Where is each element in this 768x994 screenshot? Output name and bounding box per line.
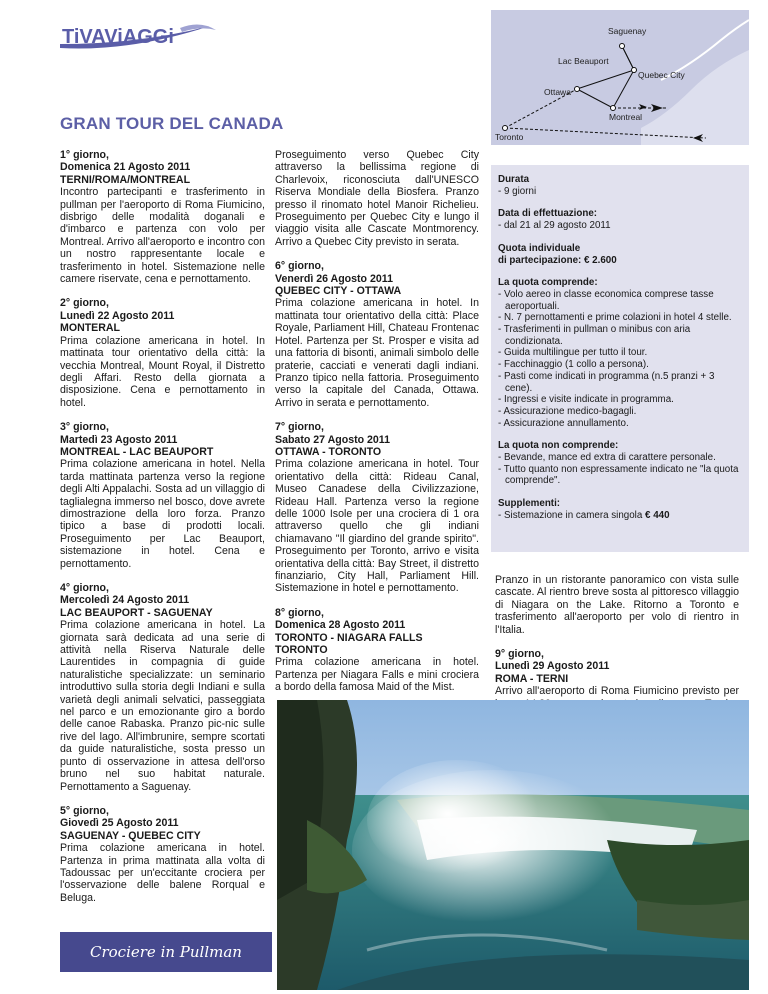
niagara-falls-photo: [277, 700, 749, 990]
included-item: - Trasferimenti in pullman o minibus con aria condizionata.: [498, 324, 691, 347]
included-item: - Facchinaggio (1 collo a persona).: [498, 359, 649, 371]
day-route: MONTERAL: [60, 322, 121, 335]
day-description: Prima colazione americana in hotel. Partenza per Niagara Falls e mini crociera a bordo della famosa Maid of the Mist.: [275, 656, 479, 694]
day-6: [275, 260, 479, 409]
day-description: Prima colazione americana in hotel. Tour orientativo della città: Rideau Canal, Museo Canadese della Civilizzazione, Rideau Hall. Partenza verso la regione delle 1000 Isole per una crociera di 1 ora attraverso quello che gli indiani chiamavano "Il giardino del grande spirito". Proseguimento per Toronto, arrivo e visita orientativa della città: Bay Street, il distretto finanziario, City Hall, Parliament Hill. Sistemazione in hotel e pernottamento.: [275, 458, 479, 595]
day-date: Domenica 21 Agosto 2011: [60, 161, 191, 174]
day-number: 7° giorno,: [275, 421, 324, 434]
day-description: Proseguimento verso Quebec City attraverso la bellissima regione di Charlevoix, riconosciuta dall'UNESCO Riserva Mondiale della Biosfera. Pranzo presso il rinomato hotel Manoir Richelieu. Proseguimento per Quebec City e lungo il viaggio visita alle Cascate Montmorency. Arrivo a Quebec City previsto in serata.: [275, 149, 479, 248]
day-date: Lunedì 22 Agosto 2011: [60, 309, 175, 322]
supplements-price: € 440: [645, 509, 670, 521]
day-route: LAC BEAUPORT - SAGUENAY: [60, 606, 213, 619]
day-description: Prima colazione americana in hotel. La giornata sarà dedicata ad una serie di attività nella Riserva Naturale delle Laurentides in compagnia di guide naturalistiche specializzate: un seminario introduttivo sulla storia degli Indiani e sulla varietà degli animali selvatici, passeggiata nel parco e un emozionante giro a bordo delle canoe Rabaska. Pranzo pic-nic sulle rive del lago. All'imbrunire, sempre scortati da guide naturalistiche, sosta presso un punto di osservazione in attesa dell'orso bruno nel suo habitat naturale. Pernottamento a Saguenay.: [60, 619, 265, 793]
day-route: QUEBEC CITY - OTTAWA: [275, 285, 402, 298]
map-label-toronto: Toronto: [495, 132, 524, 142]
day-route: TORONTO - NIAGARA FALLS: [275, 631, 423, 644]
map-label-lac-beauport: Lac Beauport: [558, 56, 609, 66]
day-number: 6° giorno,: [275, 260, 324, 273]
page-title: GRAN TOUR DEL CANADA: [60, 114, 284, 133]
map-label-saguenay: Saguenay: [608, 26, 647, 36]
included-item: - Guida multilingue per tutto il tour.: [498, 347, 648, 359]
day-2: [60, 297, 265, 409]
day-number: 4° giorno,: [60, 582, 109, 594]
price-section: [498, 243, 741, 266]
included-section: [498, 277, 741, 429]
price-value: di partecipazione: € 2.600: [498, 254, 617, 266]
footer-banner: [60, 932, 272, 972]
day-8: [275, 607, 479, 694]
day-7: [275, 421, 479, 595]
day-1: [60, 149, 265, 285]
itinerary-column-3: [495, 574, 739, 720]
not-included-item: - Bevande, mance ed extra di carattere personale.: [498, 452, 716, 464]
duration-heading: Durata: [498, 174, 530, 185]
day-route-2: TORONTO: [275, 644, 328, 657]
day-description: Prima colazione americana in hotel. In mattinata tour orientativo della città: Place Royale, Parliament Hill, Chateau Frontenac Hotel. Partenza per St. Prosper e visita ad una fattoria di bisonti, animali simbolo delle praterie, cacciati e venerati dagli indiani. Pranzo tipico nella fattoria. Proseguimento verso la capitale del Canada, Ottawa. Arrivo in serata e pernottamento.: [275, 297, 479, 409]
included-heading: La quota comprende:: [498, 277, 598, 289]
day-date: Venerdì 26 Agosto 2011: [275, 272, 393, 285]
not-included-heading: La quota non comprende:: [498, 440, 619, 452]
price-heading: Quota individuale: [498, 242, 581, 254]
map-label-ottawa: Ottawa: [544, 87, 571, 97]
itinerary-column-1: [60, 149, 265, 914]
map-label-montreal: Montreal: [609, 112, 643, 122]
duration-section: [498, 174, 741, 197]
info-sidebar: [491, 165, 749, 552]
day-description: Arrivo all'aeroporto di Roma Fiumicino previsto per: [495, 685, 739, 698]
day-date: Mercoledì 24 Agosto 2011: [60, 594, 190, 607]
dates-heading: Data di effettuazione:: [498, 208, 598, 220]
day-number: 2° giorno,: [60, 297, 109, 310]
day-route: OTTAWA - TORONTO: [275, 445, 382, 458]
day-description: Prima colazione americana in hotel. In mattinata tour orientativo della città: la vecchia Montreal, Mount Royal, il Distretto degli Affari. Resto della giornata a disposizione. Cena e pernottamento in hotel.: [60, 334, 265, 409]
not-included-section: [498, 440, 741, 487]
included-item: - Assicurazione medico-bagagli.: [498, 405, 637, 417]
day-number: 1° giorno,: [60, 149, 109, 161]
included-item: - N. 7 pernottamenti e prime colazioni in hotel 4 stelle.: [498, 312, 732, 324]
duration-value: - 9 giorni: [498, 185, 537, 197]
day-5: [60, 805, 265, 904]
day-route: TERNI/ROMA/MONTREAL: [60, 173, 191, 186]
included-item: - Assicurazione annullamento.: [498, 417, 629, 429]
day-number: 3° giorno,: [60, 421, 109, 434]
day-3: [60, 421, 265, 570]
day-date: Lunedì 29 Agosto 2011: [495, 660, 610, 673]
day-description: Prima colazione americana in hotel. Partenza in prima mattinata alla volta di Tadoussac per un'eccitante crociera per l'osservazione delle balene Rorqual e Beluga.: [60, 842, 265, 904]
day-date: Martedì 23 Agosto 2011: [60, 433, 178, 446]
dates-value: - dal 21 al 29 agosto 2011: [498, 220, 611, 232]
supplements-label: - Sistemazione in camera singola: [498, 509, 643, 521]
brand-logo: [60, 22, 216, 52]
day-date: Giovedì 25 Agosto 2011: [60, 817, 179, 830]
included-item: - Volo aereo in classe economica comprese tasse aeroportuali.: [498, 288, 714, 312]
day-route: ROMA - TERNI: [495, 672, 569, 685]
included-item: - Pasti come indicati in programma (n.5 pranzi + 3 cene).: [498, 370, 715, 394]
dates-section: [498, 208, 741, 231]
supplements-item: [498, 510, 741, 522]
map-label-quebec-city: Quebec City: [638, 70, 685, 80]
day-date: Domenica 28 Agosto 2011: [275, 619, 406, 632]
day-description: Prima colazione americana in hotel. Nella tarda mattinata partenza verso la regione degli Alti Appalachi. Sosta ad un villaggio di taglialegna immerso nel bosco, dove avrete dimostrazione della loro forza. Pranzo tipico a base di prodotti locali. Proseguimento per Lac Beauport, sistemazione in hotel. Cena e pernottamento.: [60, 458, 265, 570]
itinerary-column-2: [275, 149, 479, 704]
day-date: Sabato 27 Agosto 2011: [275, 433, 391, 446]
supplements-heading: Supplementi:: [498, 498, 561, 510]
day-route: SAGUENAY - QUEBEC CITY: [60, 829, 201, 842]
day-number: 8° giorno,: [275, 606, 324, 619]
supplements-section: [498, 498, 741, 521]
day-5-continued: [275, 149, 479, 248]
not-included-item: - Tutto quanto non espressamente indicato ne "la quota comprende".: [498, 463, 739, 487]
day-description: Incontro partecipanti e trasferimento in pullman per l'aeroporto di Roma Fiumicino, disbrigo delle modalità doganali e d'imbarco e partenza con volo per Montreal. Arrivo all'aeroporto e incontro con un nostro rappresentante locale e trasferimento in hotel. Sistemazione nelle camere riservate, cena e pernottamento.: [60, 186, 265, 286]
logo-text: TiVAViAGGi: [62, 26, 174, 48]
day-description: Pranzo in un ristorante panoramico con vista sulle cascate. Al rientro breve sosta al pittoresco villaggio di Niagara on the Lake. Ritorno a Toronto e trasferimento all'aeroporto per volo di rientro in l'Italia.: [495, 574, 739, 636]
included-item: - Ingressi e visite indicate in programma.: [498, 394, 674, 406]
day-route: MONTREAL - LAC BEAUPORT: [60, 445, 214, 458]
route-map: [491, 10, 749, 145]
day-number: 9° giorno,: [495, 648, 544, 661]
day-8-continued: [495, 574, 739, 636]
day-number: 5° giorno,: [60, 804, 109, 817]
day-4: [60, 582, 265, 793]
banner-text: Crociere in Pullman: [90, 943, 242, 961]
